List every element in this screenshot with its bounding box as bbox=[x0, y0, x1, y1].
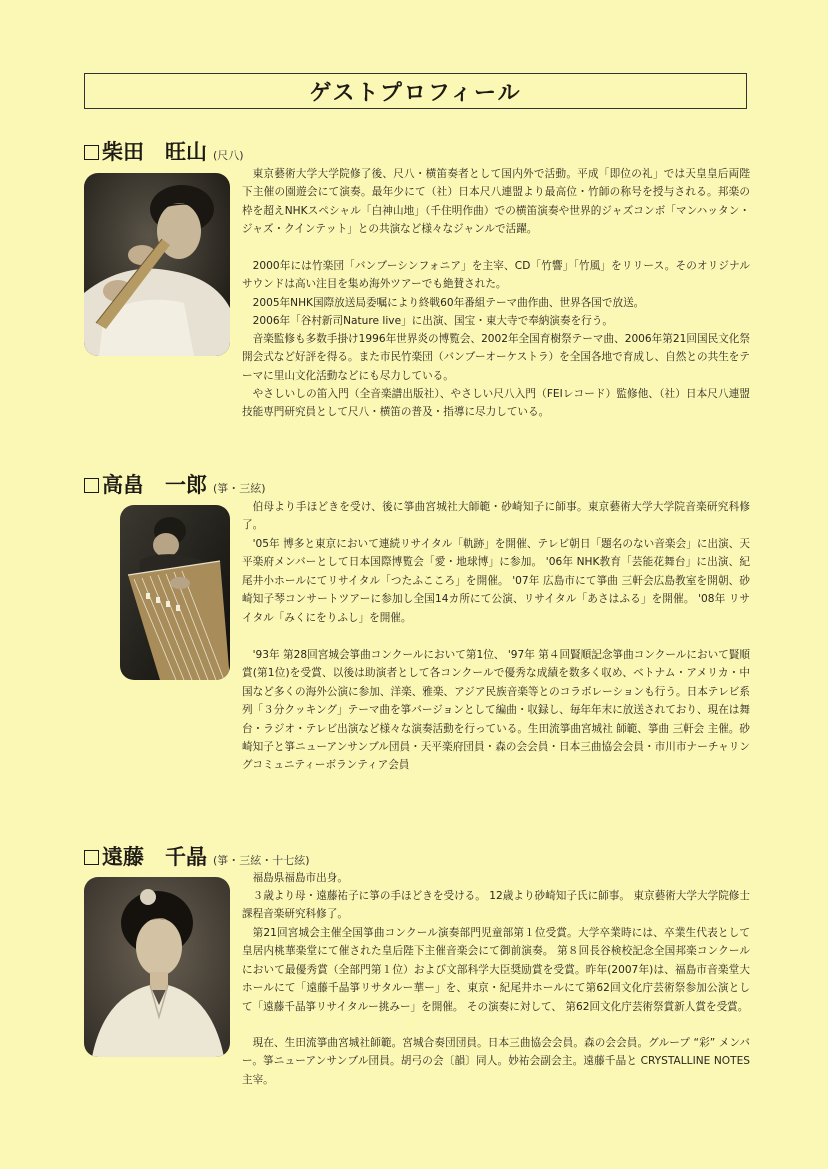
page-title: ゲストプロフィール bbox=[309, 80, 522, 106]
bio-paragraph: やさしいしの笛入門（全音楽譜出版社）、やさしい尺八入門（FEIレコード）監修他、（社）日本尺八連盟技能専門研究員として尺八・横笛の普及・指導に尽力している。 bbox=[242, 388, 750, 419]
portrait-woman-kimono-image bbox=[84, 877, 230, 1057]
page-title-box bbox=[84, 73, 747, 109]
profile-instrument: (尺八) bbox=[213, 149, 244, 162]
checkbox-square-icon bbox=[84, 850, 99, 865]
bio-paragraph bbox=[84, 646, 750, 775]
photo-shibata bbox=[84, 173, 230, 356]
bio-paragraph: 伯母より手ほどきを受け、後に箏曲宮城社大師範・砂崎知子に師事。東京藝術大学大学院音楽研究科修了。 bbox=[242, 501, 750, 532]
checkbox-square-icon bbox=[84, 145, 99, 160]
bio-paragraph: 東京藝術大学大学院修了後、尺八・横笛奏者として国内外で活動。平成「即位の礼」では天皇皇后両陛下主催の園遊会にて演奏。最年少にて（社）日本尺八連盟より最高位・竹師の称号を授与される。邦楽の枠を超えNHKスペシャル「白神山地」（千住明作曲）での横笛演奏や世界的ジャズコンボ「マンハッタン・ジャズ・クインテット」との共演など様々なジャンルで活躍。 bbox=[242, 168, 750, 236]
bio-paragraph: 2005年NHK国際放送局委嘱により終戦60年番組テーマ曲作曲、世界各国で放送。 bbox=[252, 297, 645, 309]
profile-name-text: 遠藤 千晶 bbox=[102, 844, 207, 869]
bio-paragraph: 現在、生田流箏曲宮城社師範。宮城合奏団団員。日本三曲協会会員。森の会会員。グループ “彩” メンバー。箏ニューアンサンブル団員。胡弓の会〔韻〕同人。妙祐会副会主。遠藤千晶と CRYSTALLINE NOTES 主宰。 bbox=[242, 1037, 750, 1086]
bio-paragraph: 福島県福島市出身。 bbox=[252, 872, 348, 884]
photo-endo bbox=[84, 877, 230, 1057]
profile-name-text: 柴田 旺山 bbox=[102, 139, 207, 164]
profile-instrument: (箏・三絃・十七絃) bbox=[213, 854, 310, 867]
portrait-shakuhachi-player-image bbox=[84, 173, 230, 356]
profile-name-text: 高畠 一郎 bbox=[102, 472, 207, 497]
bio-paragraph-text: '93年 第28回宮城会箏曲コンクールにおいて第1位、 '97年 第４回賢順記念箏曲コンクールにおいて賢順賞(第1位)を受賞、以後は助演者として各コンクールで優秀な成績を数多く収め、ベトナム・アメリカ・中国など多くの海外公演に参加、洋楽、雅楽、アジア民族音楽等とのコラボレーションも行う。日本テレビ系列「３分クッキング」テーマ曲を箏バージョンとして編曲・収録し、毎年年末に放送されており、現在は舞台・ラジオ・テレビ出演など様々な演奏活動を行っている。生田流箏曲宮城社 師範、箏曲 三軒会 主催。砂崎知子と箏ニューアンサンブル団員・天平楽府団員・森の会会員・日本三曲協会会員・市川市ナーチャリングコミュニティーボランティア会員 bbox=[242, 649, 750, 772]
bio-paragraph: ３歳より母・遠藤祐子に箏の手ほどきを受ける。 12歳より砂崎知子氏に師事。 東京藝術大学大学院修士課程音楽研究科修了。 bbox=[242, 890, 750, 921]
profile-name-takabatake bbox=[84, 473, 266, 501]
profile-instrument: (箏・三絃) bbox=[213, 482, 266, 495]
bio-paragraph: '05年 博多と東京において連続リサイタル「軌跡」を開催、テレビ朝日「題名のない音楽会」に出演、天平楽府メンバーとして日本国際博覧会「愛・地球博」に参加。 '06年 NHK教育「芸能花舞台」に出演、紀尾井小ホールにてリサイタル「つたふこころ」を開催。 '07年 広島市にて箏曲 三軒会広島教室を開朝、砂崎知子琴コンサートツアーに参加し全国14カ所にて公演、リサイタル「あさはふる」を開催。 '08年 リサイタル「みくにをりふし」を開催。 bbox=[242, 538, 750, 624]
profile-name-shibata bbox=[84, 140, 244, 168]
bio-paragraph: 2006年「谷村新司Nature live」に出演、国宝・東大寺で奉納演奏を行う。 bbox=[252, 315, 613, 327]
bio-paragraph: 第21回宮城会主催全国箏曲コンクール演奏部門児童部第１位受賞。大学卒業時には、卒業生代表として皇居内桃華楽堂にて催された皇后陛下主催音楽会にて御前演奏。 第８回長谷検校記念全国邦楽コンクールにおいて最優秀賞（全部門第１位）および文部科学大臣奨励賞を受賞。昨年(2007年)は、福島市音楽堂大ホールにて「遠藤千晶箏リサタルー華ー」を、東京・紀尾井ホールにて第62回文化庁芸術祭参加公演として「遠藤千晶箏リサイタルー挑みー」を開催。 その演奏に対して、 第62回文化庁芸術祭賞新人賞を受賞。 bbox=[242, 927, 750, 1013]
checkbox-square-icon bbox=[84, 478, 99, 493]
bio-paragraph: 音楽監修も多数手掛け1996年世界炎の博覧会、2002年全国育樹祭テーマ曲、2006年第21回国民文化祭開会式など好評を得る。また市民竹楽団（バンブーオーケストラ）を全国各地で育成し、自然との共生をテーマに里山文化活動などにも尽力している。 bbox=[242, 333, 750, 382]
bio-paragraph: 2000年には竹楽団「バンブーシンフォニア」を主宰、CD「竹響」「竹風」をリリース。そのオリジナルサウンドは高い注目を集め海外ツアーでも絶賛された。 bbox=[242, 260, 750, 291]
